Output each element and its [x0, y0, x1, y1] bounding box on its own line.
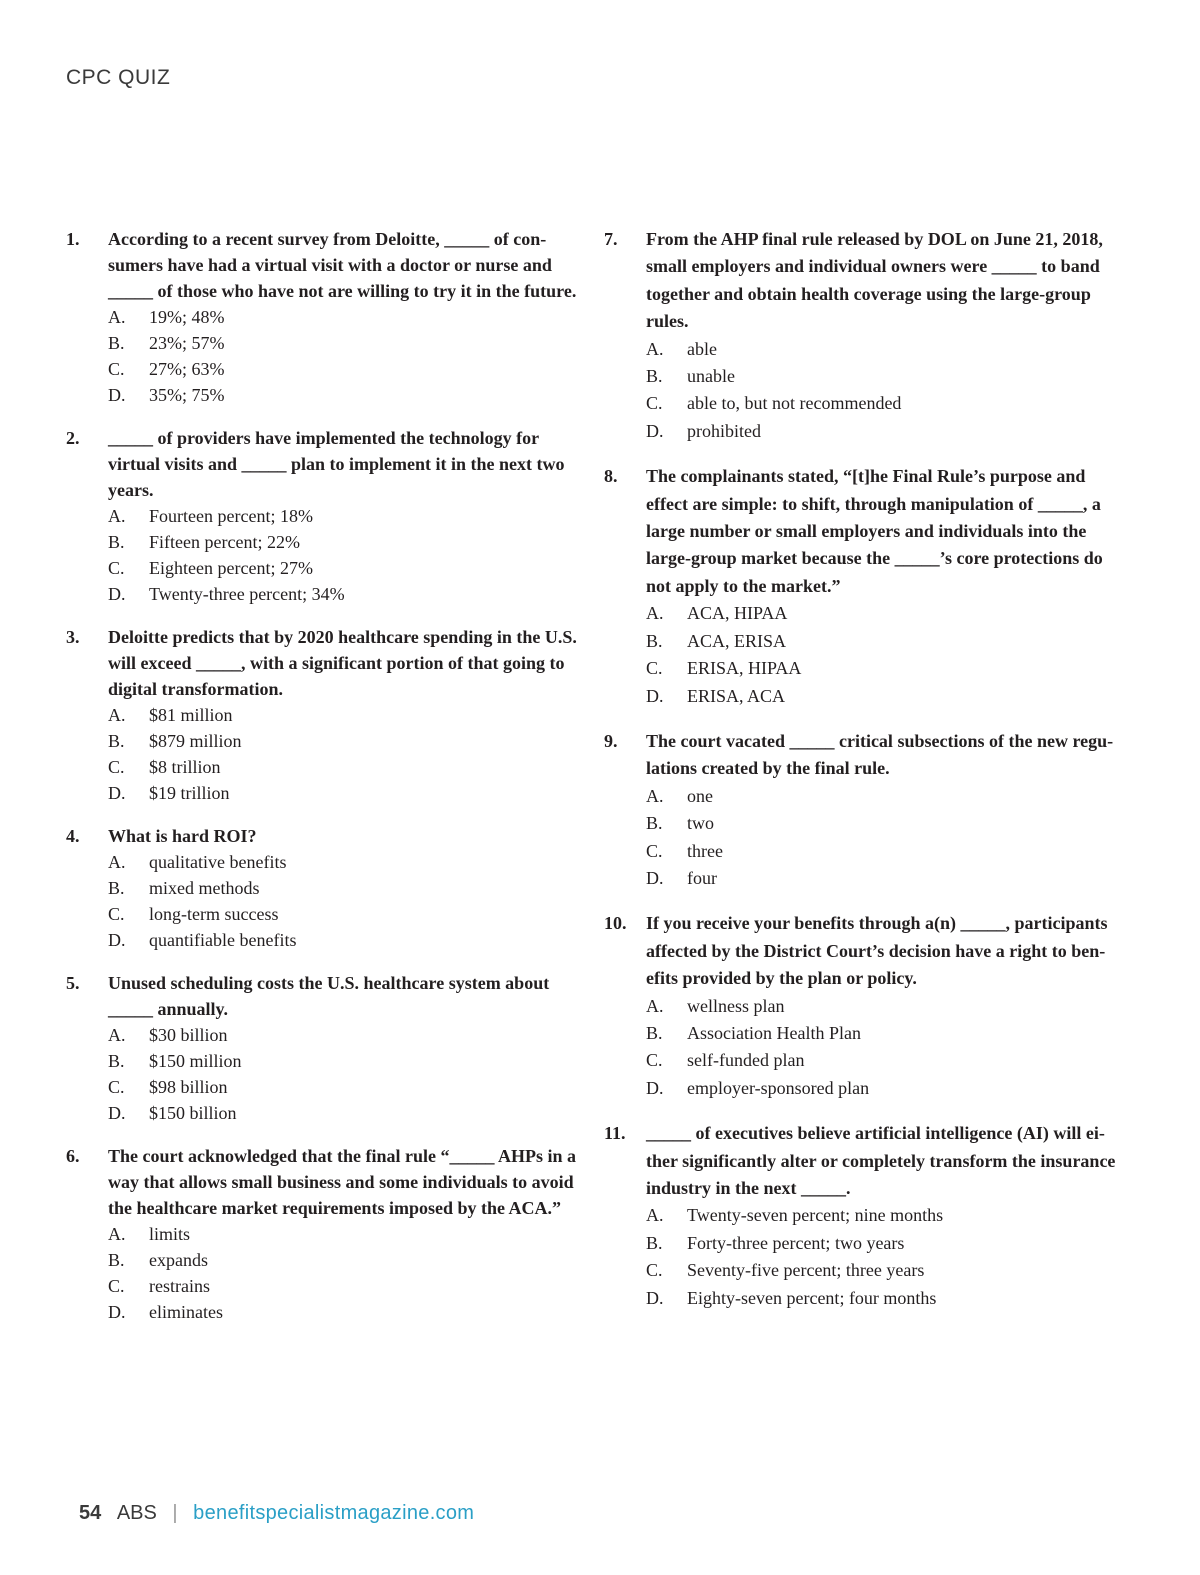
answer-option[interactable] — [646, 1230, 1126, 1257]
option-letter: B. — [108, 1250, 125, 1270]
option-letter: C. — [646, 393, 663, 414]
option-text: Twenty-seven percent; nine months — [687, 1205, 944, 1226]
quiz-question — [66, 226, 591, 408]
option-letter: B. — [108, 532, 125, 552]
answer-options — [646, 993, 1126, 1103]
question-stem: If you receive your benefits through a(n) _____, participants affected by the District Court’s decision have a right to ben-efits provided by the plan or policy. — [646, 913, 1108, 989]
option-letter: C. — [108, 359, 125, 379]
question-stem: The court vacated _____ critical subsections of the new regu-lations created by the final rule. — [646, 730, 1114, 779]
answer-option[interactable] — [108, 1273, 591, 1299]
option-text: ERISA, ACA — [687, 685, 786, 706]
question-number: 4. — [66, 826, 80, 846]
question-stem: _____ of executives believe artificial intelligence (AI) will ei-ther significantly alter or completely transform the insurance industry in the next _____. — [646, 1123, 1116, 1198]
website-link[interactable]: benefitspecialistmagazine.com — [193, 1502, 475, 1524]
option-text: $30 billion — [149, 1025, 228, 1045]
answer-options — [646, 336, 1126, 446]
option-letter: D. — [108, 385, 126, 405]
option-text: Eighty-seven percent; four months — [687, 1287, 937, 1308]
quiz-question — [604, 226, 1126, 445]
question-stem: According to a recent survey from Deloitte, _____ of con-sumers have had a virtual visit with a doctor or nurse and _____ of those who have not are willing to try it in the future. — [108, 229, 577, 301]
option-text: able — [687, 338, 717, 359]
quiz-question — [604, 1120, 1126, 1312]
answer-options — [108, 1221, 591, 1325]
answer-option[interactable] — [108, 330, 591, 356]
option-text: ACA, ERISA — [687, 630, 787, 651]
option-letter: C. — [108, 757, 125, 777]
answer-option[interactable] — [108, 728, 591, 754]
answer-option[interactable] — [108, 875, 591, 901]
option-letter: D. — [646, 867, 664, 888]
option-text: 27%; 63% — [149, 359, 225, 379]
option-text: 19%; 48% — [149, 307, 225, 327]
page-number: 54 — [79, 1502, 102, 1524]
page-footer — [79, 1502, 474, 1525]
option-letter: C. — [646, 658, 663, 679]
option-text: Fifteen percent; 22% — [149, 532, 300, 552]
option-text: $81 million — [149, 705, 233, 725]
option-letter: B. — [646, 630, 663, 651]
question-number: 3. — [66, 627, 80, 647]
answer-option[interactable] — [646, 418, 1126, 445]
option-letter: B. — [646, 1232, 663, 1253]
question-stem: Unused scheduling costs the U.S. healthcare system about _____ annually. — [108, 973, 550, 1019]
answer-option[interactable] — [108, 901, 591, 927]
option-text: one — [687, 785, 713, 806]
answer-options — [108, 849, 591, 953]
answer-option[interactable] — [108, 849, 591, 875]
option-text: $150 million — [149, 1051, 242, 1071]
quiz-column-left — [66, 226, 591, 1342]
option-letter: A. — [646, 995, 664, 1016]
option-text: employer-sponsored plan — [687, 1077, 870, 1098]
option-text: Association Health Plan — [687, 1022, 861, 1043]
answer-option[interactable] — [646, 1020, 1126, 1047]
option-text: three — [687, 840, 723, 861]
quiz-question — [66, 823, 591, 953]
answer-option[interactable] — [646, 783, 1126, 810]
option-letter: D. — [108, 584, 126, 604]
option-letter: D. — [646, 685, 664, 706]
option-letter: A. — [108, 1224, 126, 1244]
answer-option[interactable] — [646, 683, 1126, 710]
option-text: ERISA, HIPAA — [687, 658, 802, 679]
quiz-question — [604, 463, 1126, 710]
option-letter: B. — [646, 1022, 663, 1043]
option-text: qualitative benefits — [149, 852, 287, 872]
quiz-question — [66, 970, 591, 1126]
option-text: $8 trillion — [149, 757, 221, 777]
option-text: $98 billion — [149, 1077, 228, 1097]
option-text: 23%; 57% — [149, 333, 225, 353]
option-letter: B. — [646, 366, 663, 387]
answer-options — [646, 783, 1126, 893]
answer-option[interactable] — [646, 1202, 1126, 1229]
answer-option[interactable] — [646, 390, 1126, 417]
option-text: ACA, HIPAA — [687, 603, 788, 624]
question-stem: The complainants stated, “[t]he Final Rule’s purpose and effect are simple: to shift, through manipulation of _____, a large number or small employers and individuals into the large-group market because the _____’s core protections do not apply to the market.” — [646, 466, 1103, 596]
option-text: 35%; 75% — [149, 385, 225, 405]
answer-option[interactable] — [646, 1257, 1126, 1284]
option-letter: A. — [646, 603, 664, 624]
question-stem: Deloitte predicts that by 2020 healthcare spending in the U.S. will exceed _____, with a significant portion of that going to digital transformation. — [108, 627, 577, 699]
option-text: limits — [149, 1224, 191, 1244]
option-letter: A. — [646, 338, 664, 359]
option-text: $879 million — [149, 731, 242, 751]
answer-option[interactable] — [108, 1022, 591, 1048]
quiz-question — [604, 728, 1126, 892]
question-number: 1. — [66, 229, 80, 249]
option-letter: C. — [108, 904, 125, 924]
question-stem: The court acknowledged that the final rule “_____ AHPs in a way that allows small business and some individuals to avoid the healthcare market requirements imposed by the ACA.” — [108, 1146, 577, 1218]
answer-option[interactable] — [108, 581, 591, 607]
option-letter: B. — [646, 813, 663, 834]
option-letter: B. — [108, 1051, 125, 1071]
option-text: able to, but not recommended — [687, 393, 902, 414]
option-letter: A. — [108, 506, 126, 526]
answer-options — [108, 1022, 591, 1126]
option-letter: A. — [646, 785, 664, 806]
answer-option[interactable] — [108, 503, 591, 529]
question-number: 9. — [604, 730, 618, 751]
question-stem: What is hard ROI? — [108, 826, 257, 846]
option-letter: A. — [108, 307, 126, 327]
option-text: long-term success — [149, 904, 279, 924]
answer-option[interactable] — [108, 1299, 591, 1325]
option-text: Eighteen percent; 27% — [149, 558, 313, 578]
answer-option[interactable] — [108, 780, 591, 806]
answer-option[interactable] — [108, 1074, 591, 1100]
option-letter: D. — [646, 1077, 664, 1098]
answer-option[interactable] — [646, 600, 1126, 627]
quiz-question — [604, 910, 1126, 1102]
answer-option[interactable] — [646, 336, 1126, 363]
answer-option[interactable] — [108, 304, 591, 330]
answer-option[interactable] — [108, 356, 591, 382]
answer-option[interactable] — [646, 628, 1126, 655]
option-text: mixed methods — [149, 878, 260, 898]
question-number: 7. — [604, 229, 618, 249]
answer-option[interactable] — [108, 1100, 591, 1126]
option-text: unable — [687, 366, 735, 387]
answer-option[interactable] — [646, 810, 1126, 837]
question-number: 11. — [604, 1123, 626, 1144]
option-text: two — [687, 813, 714, 834]
answer-option[interactable] — [108, 1247, 591, 1273]
option-text: $19 trillion — [149, 783, 230, 803]
option-letter: B. — [108, 333, 125, 353]
answer-options — [646, 1202, 1126, 1312]
answer-option[interactable] — [646, 865, 1126, 892]
answer-options — [646, 600, 1126, 710]
option-letter: C. — [646, 1260, 663, 1281]
option-letter: A. — [108, 705, 126, 725]
option-letter: D. — [108, 783, 126, 803]
question-number: 5. — [66, 973, 80, 993]
option-letter: D. — [108, 930, 126, 950]
answer-option[interactable] — [108, 702, 591, 728]
option-text: prohibited — [687, 420, 761, 441]
option-letter: C. — [108, 1077, 125, 1097]
answer-option[interactable] — [108, 1221, 591, 1247]
answer-options — [108, 304, 591, 408]
option-text: quantifiable benefits — [149, 930, 297, 950]
question-number: 6. — [66, 1146, 80, 1166]
question-number: 8. — [604, 466, 618, 487]
option-letter: D. — [108, 1302, 126, 1322]
question-number: 10. — [604, 913, 627, 934]
option-text: Twenty-three percent; 34% — [149, 584, 345, 604]
option-text: wellness plan — [687, 995, 785, 1016]
answer-option[interactable] — [646, 363, 1126, 390]
option-letter: B. — [108, 878, 125, 898]
quiz-column-right — [604, 226, 1126, 1330]
option-text: expands — [149, 1250, 208, 1270]
quiz-question — [66, 425, 591, 607]
publication-name: ABS — [116, 1502, 157, 1524]
option-letter: C. — [646, 840, 663, 861]
option-letter: B. — [108, 731, 125, 751]
option-letter: C. — [108, 558, 125, 578]
option-text: Seventy-five percent; three years — [687, 1260, 925, 1281]
option-text: restrains — [149, 1276, 210, 1296]
footer-separator: | — [172, 1502, 178, 1524]
option-text: self-funded plan — [687, 1050, 805, 1071]
quiz-question — [66, 1143, 591, 1325]
question-number: 2. — [66, 428, 80, 448]
answer-options — [108, 702, 591, 806]
option-text: $150 billion — [149, 1103, 237, 1123]
answer-option[interactable] — [646, 838, 1126, 865]
answer-option[interactable] — [646, 1285, 1126, 1312]
answer-option[interactable] — [646, 993, 1126, 1020]
answer-option[interactable] — [646, 1047, 1126, 1074]
option-letter: A. — [108, 1025, 126, 1045]
question-stem: _____ of providers have implemented the technology for virtual visits and _____ plan to implement it in the next two years. — [108, 428, 565, 500]
option-text: Fourteen percent; 18% — [149, 506, 313, 526]
quiz-question — [66, 624, 591, 806]
option-text: Forty-three percent; two years — [687, 1232, 905, 1253]
option-text: eliminates — [149, 1302, 223, 1322]
option-letter: A. — [108, 852, 126, 872]
option-letter: D. — [108, 1103, 126, 1123]
option-text: four — [687, 867, 717, 888]
answer-options — [108, 503, 591, 607]
option-letter: C. — [108, 1276, 125, 1296]
answer-option[interactable] — [646, 655, 1126, 682]
option-letter: A. — [646, 1205, 664, 1226]
option-letter: D. — [646, 420, 664, 441]
answer-option[interactable] — [108, 555, 591, 581]
option-letter: D. — [646, 1287, 664, 1308]
answer-option[interactable] — [108, 382, 591, 408]
page-header-title: CPC QUIZ — [66, 66, 171, 89]
answer-option[interactable] — [108, 927, 591, 953]
answer-option[interactable] — [108, 529, 591, 555]
option-letter: C. — [646, 1050, 663, 1071]
answer-option[interactable] — [108, 754, 591, 780]
answer-option[interactable] — [646, 1075, 1126, 1102]
question-stem: From the AHP final rule released by DOL on June 21, 2018, small employers and individual owners were _____ to band together and obtain health coverage using the large-group rules. — [646, 229, 1103, 332]
answer-option[interactable] — [108, 1048, 591, 1074]
